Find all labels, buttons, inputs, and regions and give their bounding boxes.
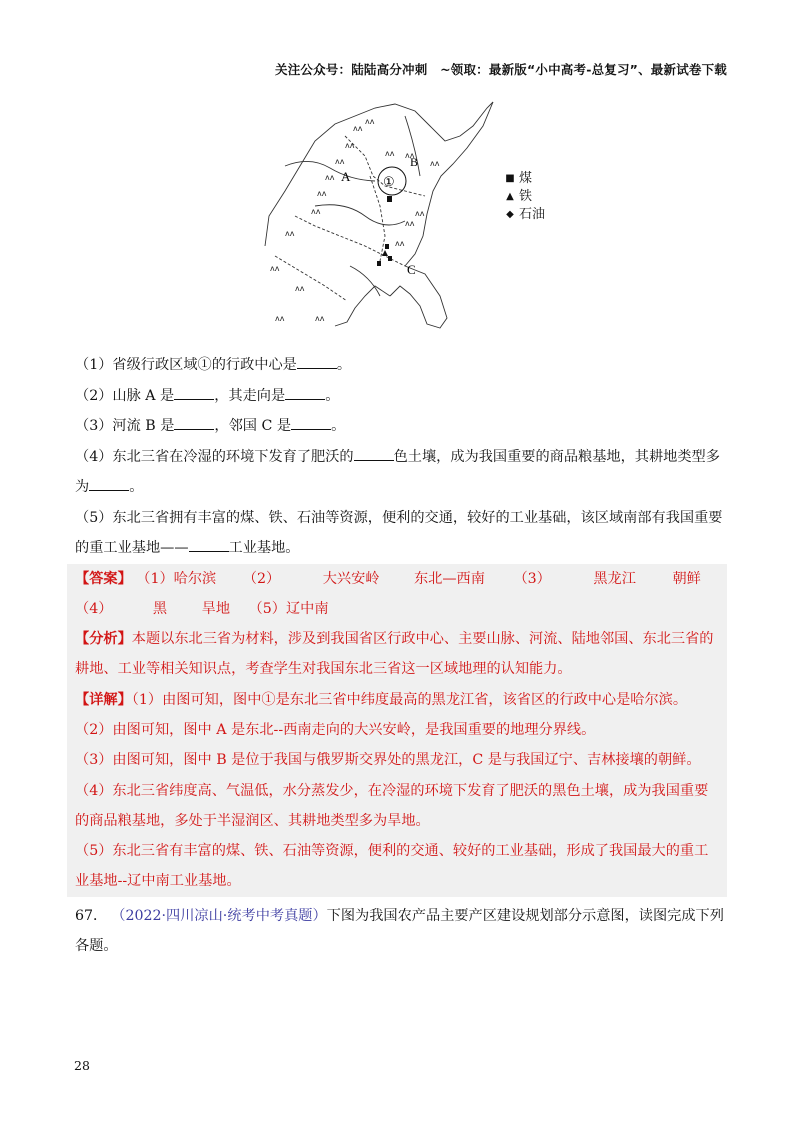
answer-blank bbox=[89, 476, 129, 491]
svg-text:ʌʌ: ʌʌ bbox=[345, 141, 355, 150]
svg-text:ʌʌ: ʌʌ bbox=[430, 159, 440, 168]
answer-blank bbox=[189, 537, 229, 552]
detail-paragraph-3: （3）由图可知，图中 B 是位于我国与俄罗斯交界处的黑龙江，C 是与我国辽宁、吉林接壤的朝鲜。 bbox=[75, 752, 701, 769]
answer-blank bbox=[291, 415, 331, 430]
detail-paragraph-5: （5）东北三省有丰富的煤、铁、石油等资源，便利的交通、较好的工业基础，形成了我国最大的重工业基地--辽中南工业基地。 bbox=[75, 843, 709, 890]
answer-blank bbox=[297, 354, 337, 369]
svg-text:ʌʌ: ʌʌ bbox=[405, 219, 415, 228]
svg-text:ʌʌ: ʌʌ bbox=[385, 149, 395, 158]
question-content: （1）省级行政区域①的行政中心是 。 （2）山脉 A 是 ，其走向是 。 （3）河流 B 是 ，邻国 C 是 。 （4）东北三省在冷湿的环境下发育了肥沃的 色土壤，成为我国重要的商品粮基地，其耕地类型多 为 。 （5）东北三省拥有丰富的煤、铁、石油等资源，便利的交通，较好的工业基础，该区域南部有我国重要 的重工业基地—— 工业基地。 【答案】 （1）哈尔滨 （2） 大兴安岭 东北—西南 （3） 黑龙江 朝鲜 （4） 黑 旱地 （5）辽中南 【分析】本题以东北三省为材料，涉及到我国省区行政中心、主要山脉、河流、陆地邻国、东北三省的耕地、工业等相关知识点，考查学生对我国东北三省这一区域地理的认知能力。 【详解】（1）由图可知，图中①是东北三省中纬度最高的黑龙江省，该省区的行政中心是哈尔滨。 （2）由图可知，图中 A 是东北--西南走向的大兴安岭，是我国重要的地理分界线。 （3）由图可知，图中 B 是位于我国与俄罗斯交界处的黑龙江，C 是与我国辽宁、吉林接壤的朝鲜。 （4）东北三省纬度高、气温低，水分蒸发少，在冷湿的环境下发育了肥沃的黑色土壤，成为我国重要的商品粮基地，多处于半湿润区、其耕地类型多为旱地。 （5）东北三省有丰富的煤、铁、石油等资源，便利的交通、较好的工业基础，形成了我国最大的重工业基地--辽中南工业基地。 67． （2022·四川凉山·统考中考真题）下图为我国农产品主要产区建设规划部分示意图，读图完成下列各题。 bbox=[75, 350, 727, 961]
detail-paragraph-2: （2）由图可知，图中 A 是东北--西南走向的大兴安岭，是我国重要的地理分界线。 bbox=[75, 721, 596, 738]
svg-text:ʌʌ: ʌʌ bbox=[295, 284, 305, 293]
svg-text:ʌʌ: ʌʌ bbox=[315, 314, 325, 323]
detail-paragraph-1: 【详解】（1）由图可知，图中①是东北三省中纬度最高的黑龙江省，该省区的行政中心是哈尔滨。 bbox=[75, 691, 688, 708]
question-4: （4）东北三省在冷湿的环境下发育了肥沃的 色土壤，成为我国重要的商品粮基地，其耕地类型多 bbox=[75, 442, 727, 473]
answer-blank bbox=[174, 415, 214, 430]
map-label-b: B bbox=[410, 155, 419, 169]
answer-blank bbox=[354, 446, 394, 461]
question-source: （2022·四川凉山·统考中考真题） bbox=[111, 907, 327, 924]
page-header: 关注公众号：陆陆高分冲刺 ~领取：最新版“小中高考-总复习”、最新试卷下载 bbox=[275, 62, 727, 77]
coal-square-icon: ■ bbox=[505, 173, 515, 184]
svg-text:ʌʌ: ʌʌ bbox=[395, 239, 405, 248]
svg-text:ʌʌ: ʌʌ bbox=[270, 264, 280, 273]
question-3: （3）河流 B 是 ，邻国 C 是 。 bbox=[75, 411, 727, 442]
question-67: 67． （2022·四川凉山·统考中考真题）下图为我国农产品主要产区建设规划部分示意图，读图完成下列各题。 bbox=[75, 907, 724, 954]
svg-text:ʌʌ: ʌʌ bbox=[353, 124, 363, 133]
question-5: （5）东北三省拥有丰富的煤、铁、石油等资源，便利的交通，较好的工业基础，该区域南部有我国重要 bbox=[75, 509, 723, 526]
answer-line: 【答案】 （1）哈尔滨 （2） 大兴安岭 东北—西南 （3） 黑龙江 朝鲜 bbox=[75, 570, 701, 587]
svg-text:ʌʌ: ʌʌ bbox=[325, 173, 335, 182]
question-2: （2）山脉 A 是 ，其走向是 。 bbox=[75, 381, 727, 412]
map-label-c: C bbox=[407, 262, 416, 277]
svg-text:ʌʌ: ʌʌ bbox=[275, 314, 285, 323]
map-legend: ■ 煤 ▲ 铁 ◆ 石油 bbox=[505, 171, 546, 222]
svg-text:ʌʌ: ʌʌ bbox=[285, 229, 295, 238]
oil-flag-icon: ◆ bbox=[506, 209, 514, 220]
answer-blank bbox=[174, 385, 214, 400]
svg-text:ʌʌ: ʌʌ bbox=[317, 189, 327, 198]
analysis-paragraph: 【分析】本题以东北三省为材料，涉及到我国省区行政中心、主要山脉、河流、陆地邻国、东北三省的耕地、工业等相关知识点，考查学生对我国东北三省这一区域地理的认知能力。 bbox=[75, 631, 714, 678]
svg-text:ʌʌ: ʌʌ bbox=[405, 151, 415, 160]
analysis-tag: 【分析】 bbox=[75, 631, 132, 648]
answer-explanation-box: 【答案】 （1）哈尔滨 （2） 大兴安岭 东北—西南 （3） 黑龙江 朝鲜 （4） 黑 旱地 （5）辽中南 【分析】本题以东北三省为材料，涉及到我国省区行政中心、主要山脉、河流、陆地邻国、东北三省的耕地、工业等相关知识点，考查学生对我国东北三省这一区域地理的认知能力。 【详解】（1）由图可知，图中①是东北三省中纬度最高的黑龙江省，该省区的行政中心是哈尔滨。 （2）由图可知，图中 A 是东北--西南走向的大兴安岭，是我国重要的地理分界线。 （3）由图可知，图中 B 是位于我国与俄罗斯交界处的黑龙江，C 是与我国辽宁、吉林接壤的朝鲜。 （4）东北三省纬度高、气温低，水分蒸发少，在冷湿的环境下发育了肥沃的黑色土壤，成为我国重要的商品粮基地，多处于半湿润区、其耕地类型多为旱地。 （5）东北三省有丰富的煤、铁、石油等资源，便利的交通、较好的工业基础，形成了我国最大的重工业基地--辽中南工业基地。 bbox=[67, 564, 727, 897]
northeast-china-map bbox=[255, 96, 495, 332]
answer-tag: 【答案】 bbox=[75, 570, 132, 587]
svg-text:ʌʌ: ʌʌ bbox=[311, 207, 321, 216]
svg-text:ʌʌ: ʌʌ bbox=[415, 209, 425, 218]
detail-paragraph-4: （4）东北三省纬度高、气温低，水分蒸发少，在冷湿的环境下发育了肥沃的黑色土壤，成为我国重要的商品粮基地，多处于半湿润区、其耕地类型多为旱地。 bbox=[75, 782, 709, 829]
question-1: （1）省级行政区域①的行政中心是 。 bbox=[75, 350, 727, 381]
svg-text:ʌʌ: ʌʌ bbox=[365, 117, 375, 126]
map-label-region1: ① bbox=[383, 175, 395, 190]
iron-triangle-icon: ▲ bbox=[506, 191, 514, 202]
page-number: 28 bbox=[74, 1058, 90, 1073]
svg-text:ʌʌ: ʌʌ bbox=[335, 157, 345, 166]
detail-tag: 【详解】 bbox=[75, 691, 132, 708]
map-label-a: A bbox=[341, 169, 351, 184]
answer-blank bbox=[285, 385, 325, 400]
